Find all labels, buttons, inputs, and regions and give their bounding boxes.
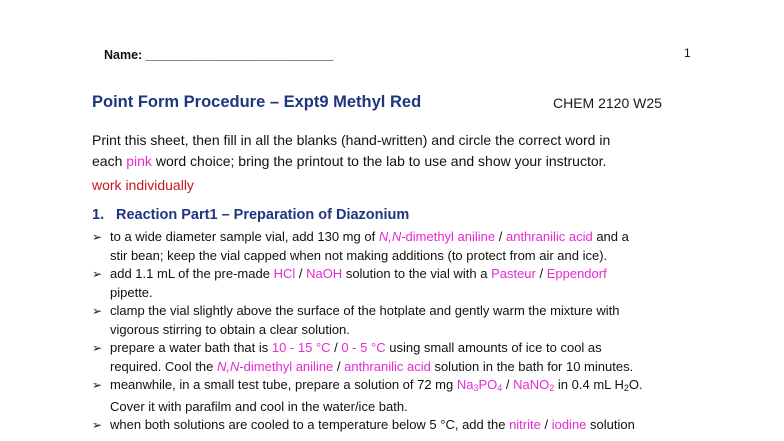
subscript: 2 xyxy=(549,383,555,393)
step-text: pipette. xyxy=(110,284,153,300)
step-text: to a wide diameter sample vial, add 130 mg of xyxy=(110,229,379,244)
arrow-bullet-icon: ➢ xyxy=(92,230,103,244)
choice-separator: / xyxy=(495,229,506,244)
choice-separator: / xyxy=(540,417,552,432)
step-clamp-vial xyxy=(92,302,732,339)
subscript: 4 xyxy=(497,383,503,393)
choice-option: 0 - 5 °C xyxy=(341,340,386,355)
step-text: meanwhile, in a small test tube, prepare a solution of 72 mg xyxy=(110,377,457,392)
choice-option: NaOH xyxy=(306,266,343,281)
choice-separator: / xyxy=(535,266,547,281)
step-text: add 1.1 mL of the pre-made xyxy=(110,266,274,281)
step-text: solution to the vial with a xyxy=(342,266,492,281)
italic-text: N,N xyxy=(378,229,402,244)
choice-option: anthranilic acid xyxy=(505,229,593,244)
choice-option: Pasteur xyxy=(491,266,536,281)
formula-text: Na xyxy=(456,377,474,392)
arrow-bullet-icon: ➢ xyxy=(92,341,103,355)
step-text: stir bean; keep the vial capped when not making additions (to protect from air and ice). xyxy=(110,247,608,263)
step-text: prepare a water bath that is xyxy=(110,340,272,355)
choice-separator: / xyxy=(333,358,345,374)
arrow-bullet-icon: ➢ xyxy=(92,378,103,392)
choice-option: anthranilic acid xyxy=(344,358,431,374)
intro-paragraph xyxy=(92,130,610,172)
step-text: Cover it with parafilm and cool in the water/ice bath. xyxy=(110,398,408,414)
formula-text: NaNO xyxy=(513,377,550,392)
intro-line-2 xyxy=(92,151,610,172)
step-text: required. Cool the xyxy=(110,358,217,374)
choice-option xyxy=(217,359,333,374)
arrow-bullet-icon: ➢ xyxy=(92,304,103,318)
choice-separator: / xyxy=(502,377,514,392)
choice-text: -dimethyl aniline xyxy=(239,358,334,374)
intro-line-1: Print this sheet, then fill in all the blanks (hand-written) and circle the correct word in xyxy=(92,132,611,148)
subscript: 3 xyxy=(473,383,479,393)
step-text: and a xyxy=(592,229,629,244)
step-text: solution in the bath for 10 minutes. xyxy=(430,358,634,374)
subscript: 2 xyxy=(623,383,629,393)
choice-option: HCl xyxy=(273,266,296,281)
pink-word: pink xyxy=(126,153,152,169)
choice-option xyxy=(457,377,502,392)
step-text: vigorous stirring to obtain a clear solution. xyxy=(110,321,350,337)
step-sample-vial xyxy=(92,228,732,265)
step-text: O. xyxy=(628,377,643,392)
procedure-steps xyxy=(92,228,732,435)
section-heading xyxy=(92,207,409,223)
page-number: 1 xyxy=(684,46,691,60)
step-text: using small amounts of ice to cool as xyxy=(385,340,602,355)
intro-text: word choice; bring the printout to the lab to use and show your instructor. xyxy=(151,153,607,169)
choice-option: Eppendorf xyxy=(546,266,607,281)
step-add-solution xyxy=(92,265,732,302)
choice-text: -dimethyl aniline xyxy=(401,229,496,244)
choice-separator: / xyxy=(295,266,307,281)
section-title: Reaction Part1 – Preparation of Diazonium xyxy=(116,207,410,223)
choice-option: 10 - 15 °C xyxy=(271,340,331,355)
choice-option: iodine xyxy=(551,417,587,432)
intro-text: each xyxy=(92,153,127,169)
choice-separator: / xyxy=(330,340,342,355)
arrow-bullet-icon: ➢ xyxy=(92,418,103,432)
course-code: CHEM 2120 W25 xyxy=(553,95,662,111)
step-add-nitrite xyxy=(92,416,732,435)
step-text: when both solutions are cooled to a temperature below 5 °C, add the xyxy=(110,417,510,432)
step-water-bath xyxy=(92,339,732,376)
name-field-label: Name: ___________________________ xyxy=(104,48,334,62)
step-text: clamp the vial slightly above the surface of the hotplate and gently warm the mixture with xyxy=(110,303,620,318)
choice-option: nitrite xyxy=(509,417,541,432)
step-prepare-nitrite xyxy=(92,376,732,416)
work-individually-note: work individually xyxy=(92,177,194,193)
section-number: 1. xyxy=(92,207,105,223)
choice-option xyxy=(513,377,554,392)
step-text: in 0.4 mL H xyxy=(554,377,624,392)
italic-text: N,N xyxy=(216,358,240,374)
formula-text: PO xyxy=(478,377,498,392)
page-title: Point Form Procedure – Expt9 Methyl Red xyxy=(92,93,422,111)
arrow-bullet-icon: ➢ xyxy=(92,267,103,281)
step-text: solution xyxy=(586,417,635,432)
choice-option xyxy=(379,229,495,244)
